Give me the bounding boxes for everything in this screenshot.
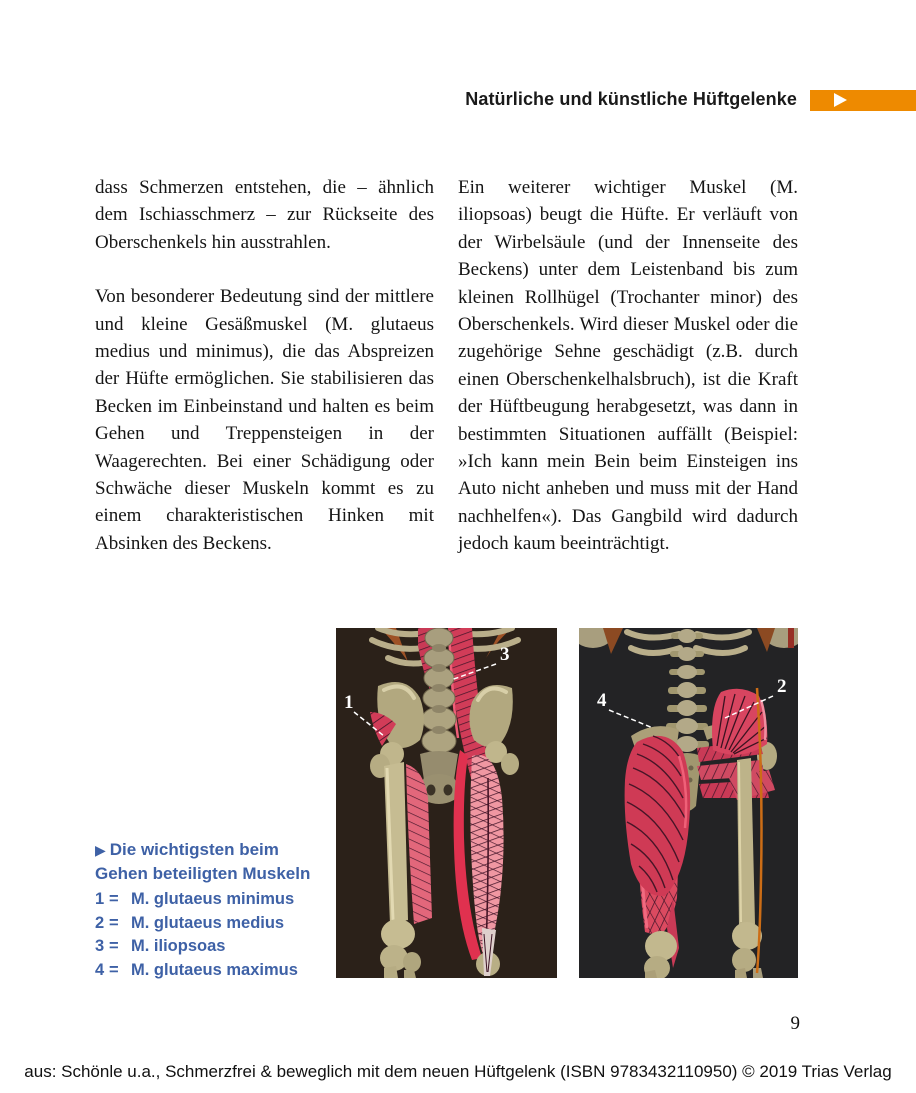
running-header-title: Natürliche und künstliche Hüftgelenke — [465, 89, 797, 109]
svg-text:1: 1 — [344, 692, 354, 713]
caption-arrow-icon: ▶ — [95, 842, 106, 858]
figure-caption — [95, 838, 315, 980]
paragraph: Ein weiterer wichtiger Muskel (M. iliopsoas) beugt die Hüfte. Er verläuft von der Wirbelsäule (und der Innenseite des Beckens) unter dem Leistenband bis zum kleinen Rollhügel (Trochanter minor) des Oberschenkels. Wird dieser Muskel oder die zugehörige Sehne geschädigt (z.B. durch einen Oberschenkelhalsbruch), ist die Kraft der Hüftbeugung herabgesetzt, was dann in bestimmten Situationen auffällt (Beispiel: »Ich kann mein Bein beim Einsteigen ins Auto nicht anheben und muss mit der Hand nachhelfen«). Das Gangbild wird dadurch jedoch kaum beeinträchtigt. — [458, 177, 798, 555]
figure-posterior-muscles — [579, 628, 798, 978]
legend-label: M. glutaeus medius — [131, 913, 285, 932]
caption-title-text: Die wichtigsten beim Gehen beteiligten Muskeln — [95, 840, 311, 883]
legend-item — [95, 914, 315, 933]
anterior-skeleton-illustration — [336, 628, 557, 978]
figure-legend — [95, 890, 315, 980]
paragraph: dass Schmerzen entstehen, die – ähnlich dem Ischiasschmerz – zur Rückseite des Oberschenkels hin ausstrahlen. — [95, 177, 434, 253]
chapter-tab — [810, 90, 916, 111]
legend-equals: = — [109, 890, 119, 908]
legend-number: 4 — [95, 960, 105, 979]
legend-equals: = — [109, 937, 119, 955]
legend-equals: = — [109, 913, 119, 932]
posterior-skeleton-illustration — [579, 628, 798, 978]
legend-equals: = — [109, 960, 119, 979]
legend-number: 2 — [95, 913, 105, 932]
text-column-left — [95, 174, 434, 584]
svg-text:3: 3 — [500, 644, 510, 665]
legend-label: M. glutaeus maximus — [131, 960, 298, 979]
legend-number: 3 — [95, 937, 105, 955]
chapter-tab-arrow-icon — [834, 93, 847, 107]
legend-label: M. iliopsoas — [131, 937, 226, 955]
svg-text:4: 4 — [597, 690, 607, 711]
legend-item — [95, 890, 315, 909]
legend-label: M. glutaeus minimus — [131, 890, 295, 908]
legend-item — [95, 961, 315, 980]
svg-text:2: 2 — [777, 676, 787, 697]
text-column-right — [458, 174, 798, 585]
legend-number: 1 — [95, 890, 105, 908]
paragraph: Von besonderer Bedeutung sind der mittlere und kleine Gesäßmuskel (M. glutaeus medius und minimus), die das Abspreizen der Hüfte ermöglichen. Sie stabilisieren das Becken im Einbeinstand und halten es beim Gehen und Treppensteigen in der Waagerechten. Bei einer Schädigung oder Schwäche dieser Muskeln kommt es zu einem charakteristischen Hinken mit Absinken des Beckens. — [95, 286, 434, 554]
source-credit: aus: Schönle u.a., Schmerzfrei & beweglich mit dem neuen Hüftgelenk (ISBN 9783432110950) © 2019 Trias Verlag — [24, 1062, 892, 1081]
legend-item — [95, 937, 315, 956]
page-number: 9 — [790, 1013, 800, 1034]
figure-caption-title — [95, 838, 315, 885]
figure-anterior-muscles — [336, 628, 557, 978]
